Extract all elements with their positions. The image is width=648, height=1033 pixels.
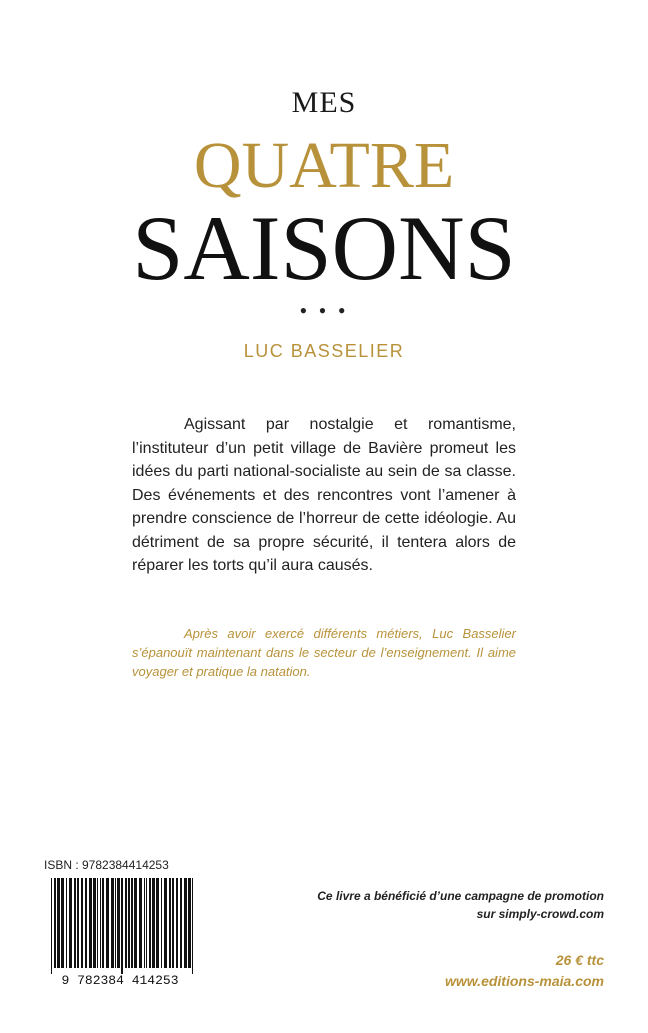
barcode-bars bbox=[51, 878, 193, 974]
price: 26 € ttc bbox=[555, 952, 604, 968]
barcode-bar bbox=[102, 878, 104, 968]
barcode-bar bbox=[85, 878, 87, 968]
barcode-bar bbox=[169, 878, 171, 968]
title-line-mes: MES bbox=[291, 86, 357, 119]
barcode-bar bbox=[106, 878, 109, 968]
promo-line-1: Ce livre a bénéficié d’une campagne de promotion bbox=[317, 889, 604, 903]
title-separator: • • • bbox=[299, 298, 349, 323]
barcode-bar bbox=[61, 878, 64, 968]
barcode-bar bbox=[149, 878, 151, 968]
barcode-bar bbox=[156, 878, 159, 968]
promo-notice bbox=[284, 887, 604, 923]
barcode-bar bbox=[152, 878, 155, 968]
barcode-bar bbox=[51, 878, 52, 974]
barcode-bar bbox=[121, 878, 123, 974]
barcode-bar bbox=[57, 878, 60, 968]
barcode-bar bbox=[184, 878, 187, 968]
barcode-bar bbox=[69, 878, 72, 968]
barcode-bar bbox=[115, 878, 116, 968]
author-name: LUC BASSELIER bbox=[243, 341, 405, 361]
barcode-bar bbox=[97, 878, 98, 968]
barcode-bar bbox=[161, 878, 162, 968]
barcode-bar bbox=[180, 878, 182, 968]
isbn-label: ISBN : 9782384414253 bbox=[44, 858, 169, 872]
barcode-bar bbox=[192, 878, 193, 974]
barcode-bar bbox=[77, 878, 79, 968]
title-line-saisons: SAISONS bbox=[132, 197, 516, 299]
barcode-bar bbox=[66, 878, 67, 968]
publisher-website: www.editions-maia.com bbox=[445, 973, 604, 989]
barcode-bar bbox=[139, 878, 142, 968]
barcode-bar bbox=[74, 878, 76, 968]
barcode bbox=[43, 878, 198, 988]
barcode-bar bbox=[146, 878, 147, 968]
barcode-bar bbox=[89, 878, 92, 968]
barcode-digits: 9 782384 414253 bbox=[61, 973, 179, 988]
barcode-bar bbox=[176, 878, 178, 968]
barcode-bar bbox=[131, 878, 133, 968]
barcode-bar bbox=[81, 878, 83, 968]
barcode-bar bbox=[100, 878, 101, 968]
barcode-bar bbox=[117, 878, 120, 968]
barcode-bar bbox=[144, 878, 145, 968]
barcode-bar bbox=[54, 878, 56, 968]
barcode-bar bbox=[111, 878, 114, 968]
promo-line-2: sur simply-crowd.com bbox=[476, 907, 604, 921]
author-bio: Après avoir exercé différents métiers, Luc Basselier s’épanouït maintenant dans le secteur de l’enseignement. Il aime voyager et pratique la natation. bbox=[132, 626, 516, 679]
barcode-bar bbox=[172, 878, 174, 968]
barcode-bar bbox=[188, 878, 191, 968]
title-line-quatre: QUATRE bbox=[193, 129, 455, 202]
barcode-bar bbox=[125, 878, 127, 968]
barcode-bar bbox=[128, 878, 130, 968]
barcode-bar bbox=[93, 878, 96, 968]
book-summary: Agissant par nostalgie et romantisme, l’instituteur d’un petit village de Bavière promeut les idées du parti national-socialiste au sein de sa classe. Des événements et des rencontres vont l’amener à prendre conscience de l’horreur de cette idéologie. Au détriment de sa propre sécurité, il tentera alors de réparer les torts qu’il aura causés. bbox=[132, 416, 516, 574]
barcode-bar bbox=[164, 878, 167, 968]
barcode-bar bbox=[134, 878, 137, 968]
